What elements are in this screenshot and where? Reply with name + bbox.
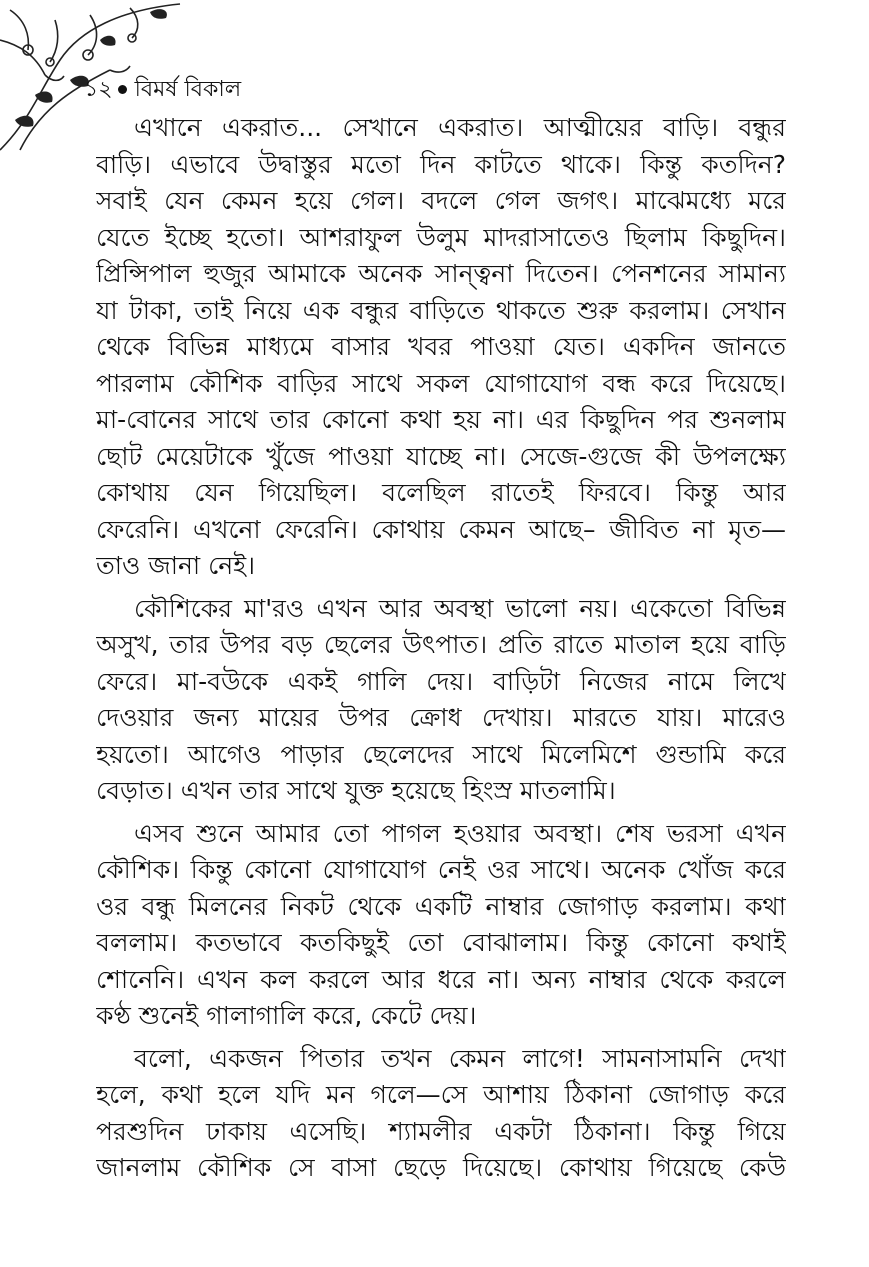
text-line: এখানে একরাত... সেখানে একরাত। আত্মীয়ের বাড়ি। বন্ধুর	[134, 113, 786, 142]
text-line: পরশুদিন ঢাকায় এসেছি। শ্যামলীর একটা ঠিকানা। কিন্তু গিয়ে	[96, 1116, 786, 1146]
text-line: এসব শুনে আমার তো পাগল হওয়ার অবস্থা। শেষ ভরসা এখন	[134, 818, 786, 848]
text-line: যা টাকা, তাই নিয়ে এক বন্ধুর বাড়িতে থাকতে শুরু করলাম। সেখান	[96, 295, 786, 325]
paragraph	[96, 1041, 786, 1187]
text-line: হলে, কথা হলে যদি মন গলে—সে আশায় ঠিকানা জোগাড় করে	[96, 1080, 786, 1109]
text-line: দেওয়ার জন্য মায়ের উপর ক্রোধ দেখায়। মারতে যায়। মারেও	[96, 703, 786, 732]
body-text	[96, 110, 786, 1193]
text-line: ওর বন্ধু মিলনের নিকট থেকে একটি নাম্বার জোগাড় করলাম। কথা	[96, 891, 786, 921]
running-header	[84, 76, 241, 104]
text-line: তাও জানা নেই।	[96, 551, 256, 580]
bullet-separator	[118, 85, 127, 94]
paragraph	[96, 591, 786, 810]
text-line: অসুখ, তার উপর বড় ছেলের উৎপাত। প্রতি রাতে মাতাল হয়ে বাড়ি	[96, 630, 786, 659]
text-line: ফেরে। মা-বউকে একই গালি দেয়। বাড়িটা নিজের নামে লিখে	[96, 666, 786, 696]
text-line: কৌশিকের মা'রও এখন আর অবস্থা ভালো নয়। একেতো বিভিন্ন	[134, 593, 786, 623]
text-line: যেতে ইচ্ছে হতো। আশরাফুল উলুম মাদরাসাতেও ছিলাম কিছুদিন।	[96, 222, 786, 252]
book-title: বিমর্ষ বিকাল	[134, 77, 242, 102]
text-line: বলো, একজন পিতার তখন কেমন লাগে! সামনাসামনি দেখা	[134, 1043, 786, 1073]
text-line: ছোট মেয়েটাকে খুঁজে পাওয়া যাচ্ছে না। সেজে-গুজে কী উপলক্ষ্যে	[96, 441, 786, 471]
text-line: থেকে বিভিন্ন মাধ্যমে বাসার খবর পাওয়া যেত। একদিন জানতে	[96, 332, 786, 361]
page-number: ১২	[84, 77, 113, 102]
text-line: বেড়াত। এখন তার সাথে যুক্ত হয়েছে হিংস্র মাতলামি।	[96, 776, 616, 805]
text-line: বললাম। কতভাবে কতকিছুই তো বোঝালাম। কিন্তু কোনো কথাই	[96, 928, 786, 957]
text-line: প্রিন্সিপাল হুজুর আমাকে অনেক সান্ত্বনা দিতেন। পেনশনের সামান্য	[96, 259, 786, 288]
text-line: জানলাম কৌশিক সে বাসা ছেড়ে দিয়েছে। কোথায় গিয়েছে কেউ	[96, 1153, 786, 1182]
text-line: ফেরেনি। এখনো ফেরেনি। কোথায় কেমন আছে– জীবিত না মৃত—	[96, 514, 786, 544]
text-line: কোথায় যেন গিয়েছিল। বলেছিল রাতেই ফিরবে। কিন্তু আর	[96, 478, 786, 507]
text-line: মা-বোনের সাথে তার কোনো কথা হয় না। এর কিছুদিন পর শুনলাম	[96, 405, 786, 434]
text-line: কৌশিক। কিন্তু কোনো যোগাযোগ নেই ওর সাথে। অনেক খোঁজ করে	[96, 855, 786, 884]
text-line: বাড়ি। এভাবে উদ্বাস্তুর মতো দিন কাটতে থাকে। কিন্তু কতদিন?	[96, 149, 786, 179]
paragraph	[96, 816, 786, 1035]
text-line: হয়তো। আগেও পাড়ার ছেলেদের সাথে মিলেমিশে গুন্ডামি করে	[96, 739, 786, 769]
text-line: পারলাম কৌশিক বাড়ির সাথে সকল যোগাযোগ বন্ধ করে দিয়েছে।	[96, 368, 786, 398]
paragraph	[96, 110, 786, 585]
text-line: কণ্ঠ শুনেই গালাগালি করে, কেটে দেয়।	[96, 1001, 477, 1030]
text-line: সবাই যেন কেমন হয়ে গেল। বদলে গেল জগৎ। মাঝেমধ্যে মরে	[96, 186, 786, 215]
text-line: শোনেনি। এখন কল করলে আর ধরে না। অন্য নাম্বার থেকে করলে	[96, 964, 786, 994]
